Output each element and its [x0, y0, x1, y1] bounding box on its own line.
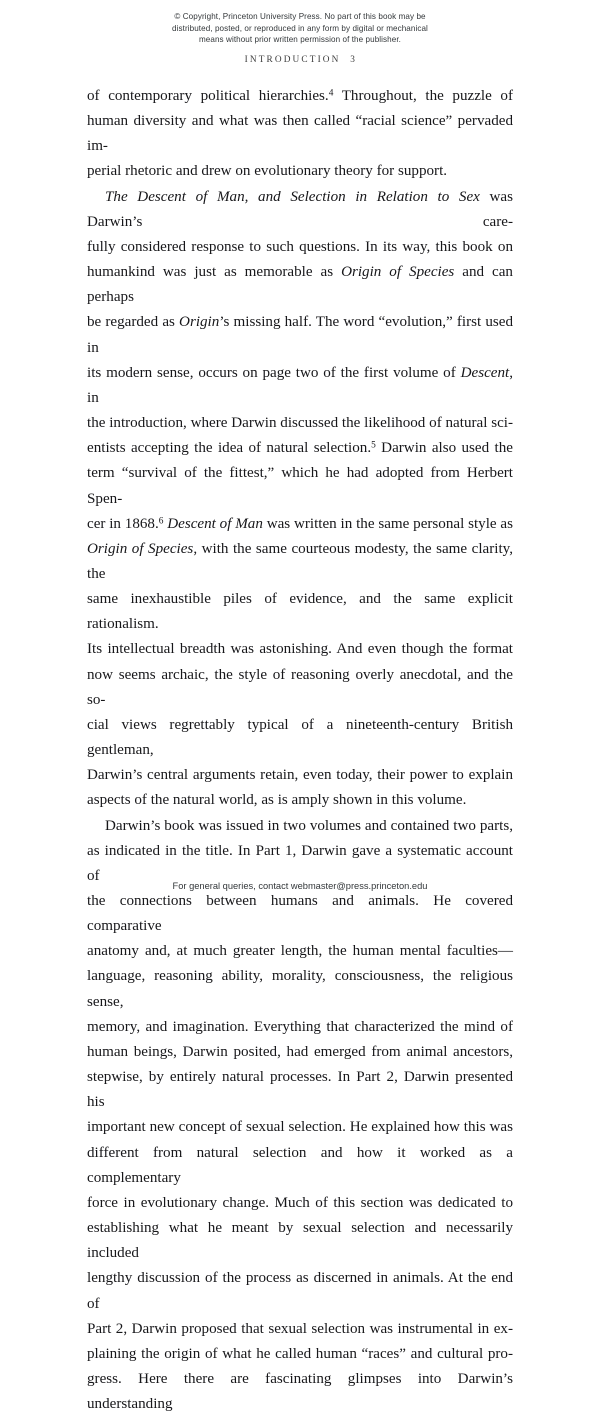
text-line: different from natural selection and how it worked as a complementary [87, 1144, 513, 1186]
text-line: cial views regrettably typical of a nineteenth-century British gentleman, [87, 716, 513, 759]
copyright-line: means without prior written permission of the publisher. [198, 35, 402, 45]
text-line: its modern sense, occurs on page two of the first volume of Descent, in [87, 364, 513, 406]
text-line: Darwin’s book was issued in two volumes and contained two parts, [105, 817, 513, 834]
text-line: fully considered response to such questions. In its way, this book on [87, 238, 513, 255]
page-footer: For general queries, contact webmaster@press.princeton.edu [172, 881, 428, 891]
text-line: now seems archaic, the style of reasoning overly anecdotal, and the so- [87, 666, 513, 708]
copyright-line: © Copyright, Princeton University Press. No part of this book may be [174, 12, 426, 21]
text-line: cer in 1868.$^6$ Descent of Man was written in the same personal style as [87, 515, 513, 532]
text-line: aspects of the natural world, as is amply shown in this volume. [87, 792, 467, 809]
text-line: Darwin’s central arguments retain, even today, their power to explain [87, 767, 513, 784]
text-line: gress. Here there are fascinating glimpses into Darwin’s understanding [87, 1370, 513, 1413]
page-number: 3 [350, 55, 356, 65]
copyright-line: distributed, posted, or reproduced in any form by digital or mechanical [172, 23, 428, 33]
text-line: term “survival of the fittest,” which he had adopted from Herbert Spen- [87, 465, 513, 507]
text-line: Origin of Species, with the same courteous modesty, the same clarity, the [87, 540, 513, 582]
text-line: language, reasoning ability, morality, consciousness, the religious sense, [87, 968, 513, 1010]
text-line: lengthy discussion of the process as discerned in animals. At the end of [87, 1270, 513, 1312]
text-line: the introduction, where Darwin discussed the likelihood of natural sci- [87, 415, 513, 432]
text-line: entists accepting the idea of natural selection.$^5$ Darwin also used the [87, 440, 513, 457]
text-line: establishing what he meant by sexual selection and necessarily included [87, 1220, 513, 1262]
copyright-notice [122, 11, 478, 46]
text-line: the connections between humans and animals. He covered comparative [87, 893, 513, 935]
text-line: stepwise, by entirely natural processes. In Part 2, Darwin presented his [87, 1069, 513, 1111]
text-line: perial rhetoric and drew on evolutionary theory for support. [87, 163, 448, 180]
text-line: human diversity and what was then called “racial science” pervaded im- [87, 113, 513, 155]
text-line: important new concept of sexual selection. He explained how this was [87, 1119, 513, 1136]
paragraph [87, 84, 513, 185]
text-line: force in evolutionary change. Much of this section was dedicated to [87, 1194, 513, 1211]
text-line: same inexhaustible piles of evidence, and the same explicit rationalism. [87, 591, 513, 633]
text-line: memory, and imagination. Everything that characterized the mind of [87, 1018, 513, 1035]
paragraph [87, 814, 513, 1417]
paragraph [87, 185, 513, 814]
body-text [87, 84, 513, 1417]
text-line: as indicated in the title. In Part 1, Darwin gave a systematic account of [87, 842, 513, 884]
text-line: of contemporary political hierarchies.$^4$ Throughout, the puzzle of [87, 88, 514, 104]
text-line: plaining the origin of what he called human “races” and cultural pro- [87, 1345, 513, 1362]
text-line: The Descent of Man, and Selection in Relation to Sex was Darwin’s care- [87, 188, 514, 230]
text-line: Part 2, Darwin proposed that sexual selection was instrumental in ex- [87, 1320, 513, 1337]
text-line: human beings, Darwin posited, had emerged from animal ancestors, [87, 1043, 513, 1060]
running-header [0, 55, 600, 65]
text-line: humankind was just as memorable as Origin of Species and can perhaps [87, 264, 513, 306]
running-header-chapter: INTRODUCTION [244, 55, 341, 65]
text-line: anatomy and, at much greater length, the human mental faculties— [87, 943, 513, 960]
text-line: be regarded as Origin’s missing half. The word “evolution,” first used in [87, 314, 513, 356]
text-line: Its intellectual breadth was astonishing. And even though the format [87, 641, 513, 658]
